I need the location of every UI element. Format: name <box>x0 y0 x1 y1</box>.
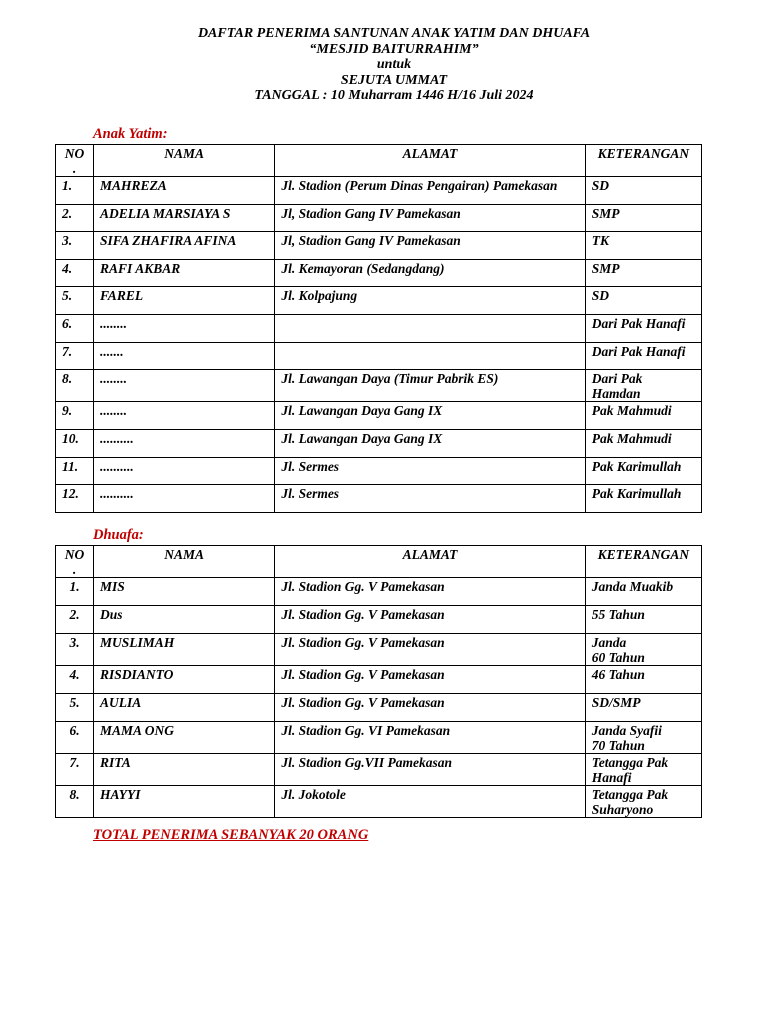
row-nama: ........ <box>94 315 275 343</box>
column-header-keterangan: KETERANGAN <box>585 546 701 578</box>
row-alamat: Jl. Stadion Gg.VII Pamekasan <box>275 754 585 786</box>
row-number: 5. <box>56 694 94 722</box>
row-nama: ........ <box>94 370 275 402</box>
column-header-no: NO . <box>56 546 94 578</box>
table-header-row <box>56 145 702 177</box>
row-nama: ADELIA MARSIAYA S <box>94 205 275 232</box>
row-keterangan: Dari Pak Hanafi <box>585 343 701 370</box>
row-nama: AULIA <box>94 694 275 722</box>
header-mosque-name: “MESJID BAITURRAHIM” <box>309 41 479 57</box>
row-alamat: Jl. Lawangan Daya Gang IX <box>275 430 585 458</box>
row-number: 3. <box>56 232 94 260</box>
row-number: 9. <box>56 402 94 430</box>
row-nama: RAFI AKBAR <box>94 260 275 287</box>
row-number: 4. <box>56 666 94 694</box>
row-nama: .......... <box>94 485 275 513</box>
row-keterangan: SD/SMP <box>585 694 701 722</box>
row-alamat: Jl. Stadion Gg. V Pamekasan <box>275 634 585 666</box>
row-number: 12. <box>56 485 94 513</box>
table-row <box>56 754 702 786</box>
section-label-anak-yatim: Anak Yatim: <box>93 126 168 142</box>
row-nama: MUSLIMAH <box>94 634 275 666</box>
header-organization: SEJUTA UMMAT <box>340 72 448 88</box>
table-row <box>56 666 702 694</box>
row-alamat: Jl. Jokotole <box>275 786 585 818</box>
row-alamat: Jl. Stadion Gg. V Pamekasan <box>275 666 585 694</box>
table-row <box>56 315 702 343</box>
row-nama: ....... <box>94 343 275 370</box>
row-nama: .......... <box>94 458 275 485</box>
row-keterangan: Tetangga Pak Hanafi <box>585 754 701 786</box>
row-keterangan: Dari Pak Hanafi <box>585 315 701 343</box>
row-number: 2. <box>56 205 94 232</box>
row-alamat: Jl, Stadion Gang IV Pamekasan <box>275 205 585 232</box>
column-header-alamat: ALAMAT <box>275 546 585 578</box>
row-nama: MIS <box>94 578 275 606</box>
row-alamat: Jl. Lawangan Daya Gang IX <box>275 402 585 430</box>
row-alamat: Jl. Sermes <box>275 485 585 513</box>
row-alamat: Jl. Lawangan Daya (Timur Pabrik ES) <box>275 370 585 402</box>
header-title: DAFTAR PENERIMA SANTUNAN ANAK YATIM DAN DHUAFA <box>197 26 591 41</box>
row-nama: MAMA ONG <box>94 722 275 754</box>
table-row <box>56 370 702 402</box>
row-keterangan: SD <box>585 287 701 315</box>
row-alamat: Jl, Stadion Gang IV Pamekasan <box>275 232 585 260</box>
row-number: 6. <box>56 722 94 754</box>
section-label-dhuafa: Dhuafa: <box>93 527 144 543</box>
row-alamat: Jl. Stadion (Perum Dinas Pengairan) Pamekasan <box>275 177 585 205</box>
table-row <box>56 578 702 606</box>
table-row <box>56 205 702 232</box>
row-alamat <box>275 343 585 370</box>
row-number: 7. <box>56 754 94 786</box>
row-keterangan: 55 Tahun <box>585 606 701 634</box>
table-row <box>56 402 702 430</box>
column-header-no: NO . <box>56 145 94 177</box>
row-number: 2. <box>56 606 94 634</box>
row-number: 5. <box>56 287 94 315</box>
dhuafa-rows <box>56 578 702 818</box>
row-nama: HAYYI <box>94 786 275 818</box>
table-row <box>56 485 702 513</box>
row-keterangan: SMP <box>585 205 701 232</box>
row-alamat: Jl. Stadion Gg. V Pamekasan <box>275 578 585 606</box>
row-nama: FAREL <box>94 287 275 315</box>
table-row <box>56 722 702 754</box>
table-row <box>56 177 702 205</box>
table-row <box>56 287 702 315</box>
row-nama: RITA <box>94 754 275 786</box>
row-keterangan: Janda Muakib <box>585 578 701 606</box>
table-row <box>56 232 702 260</box>
column-header-nama: NAMA <box>94 546 275 578</box>
row-number: 7. <box>56 343 94 370</box>
row-alamat: Jl. Stadion Gg. VI Pamekasan <box>275 722 585 754</box>
row-keterangan: 46 Tahun <box>585 666 701 694</box>
table-row <box>56 786 702 818</box>
row-keterangan: SMP <box>585 260 701 287</box>
table-header-row <box>56 546 702 578</box>
row-nama: MAHREZA <box>94 177 275 205</box>
row-keterangan: Pak Karimullah <box>585 458 701 485</box>
document-header <box>0 26 768 104</box>
table-row <box>56 634 702 666</box>
column-header-keterangan: KETERANGAN <box>585 145 701 177</box>
row-keterangan: Janda Syafii 70 Tahun <box>585 722 701 754</box>
row-keterangan: Pak Mahmudi <box>585 402 701 430</box>
header-date: TANGGAL : 10 Muharram 1446 H/16 Juli 2024 <box>254 88 534 103</box>
row-nama: ........ <box>94 402 275 430</box>
row-nama: RISDIANTO <box>94 666 275 694</box>
row-number: 8. <box>56 370 94 402</box>
column-header-nama: NAMA <box>94 145 275 177</box>
row-number: 4. <box>56 260 94 287</box>
anak-yatim-table <box>55 144 702 513</box>
table-row <box>56 606 702 634</box>
row-keterangan: Pak Mahmudi <box>585 430 701 458</box>
row-alamat: Jl. Sermes <box>275 458 585 485</box>
row-alamat: Jl. Kemayoran (Sedangdang) <box>275 260 585 287</box>
table-row <box>56 458 702 485</box>
row-nama: Dus <box>94 606 275 634</box>
row-number: 1. <box>56 578 94 606</box>
row-alamat <box>275 315 585 343</box>
table-row <box>56 343 702 370</box>
row-number: 11. <box>56 458 94 485</box>
table-row <box>56 430 702 458</box>
row-keterangan: Dari Pak Hamdan <box>585 370 701 402</box>
row-number: 8. <box>56 786 94 818</box>
row-number: 6. <box>56 315 94 343</box>
row-nama: SIFA ZHAFIRA AFINA <box>94 232 275 260</box>
row-number: 10. <box>56 430 94 458</box>
row-alamat: Jl. Stadion Gg. V Pamekasan <box>275 694 585 722</box>
row-keterangan: TK <box>585 232 701 260</box>
row-alamat: Jl. Kolpajung <box>275 287 585 315</box>
total-recipients: TOTAL PENERIMA SEBANYAK 20 ORANG <box>93 827 369 843</box>
table-row <box>56 260 702 287</box>
row-number: 3. <box>56 634 94 666</box>
table-row <box>56 694 702 722</box>
header-untuk: untuk <box>376 57 412 72</box>
row-keterangan: SD <box>585 177 701 205</box>
row-keterangan: Tetangga Pak Suharyono <box>585 786 701 818</box>
column-header-alamat: ALAMAT <box>275 145 585 177</box>
row-keterangan: Pak Karimullah <box>585 485 701 513</box>
anak-yatim-rows <box>56 177 702 513</box>
row-number: 1. <box>56 177 94 205</box>
row-nama: .......... <box>94 430 275 458</box>
dhuafa-table <box>55 545 702 818</box>
row-keterangan: Janda 60 Tahun <box>585 634 701 666</box>
row-alamat: Jl. Stadion Gg. V Pamekasan <box>275 606 585 634</box>
